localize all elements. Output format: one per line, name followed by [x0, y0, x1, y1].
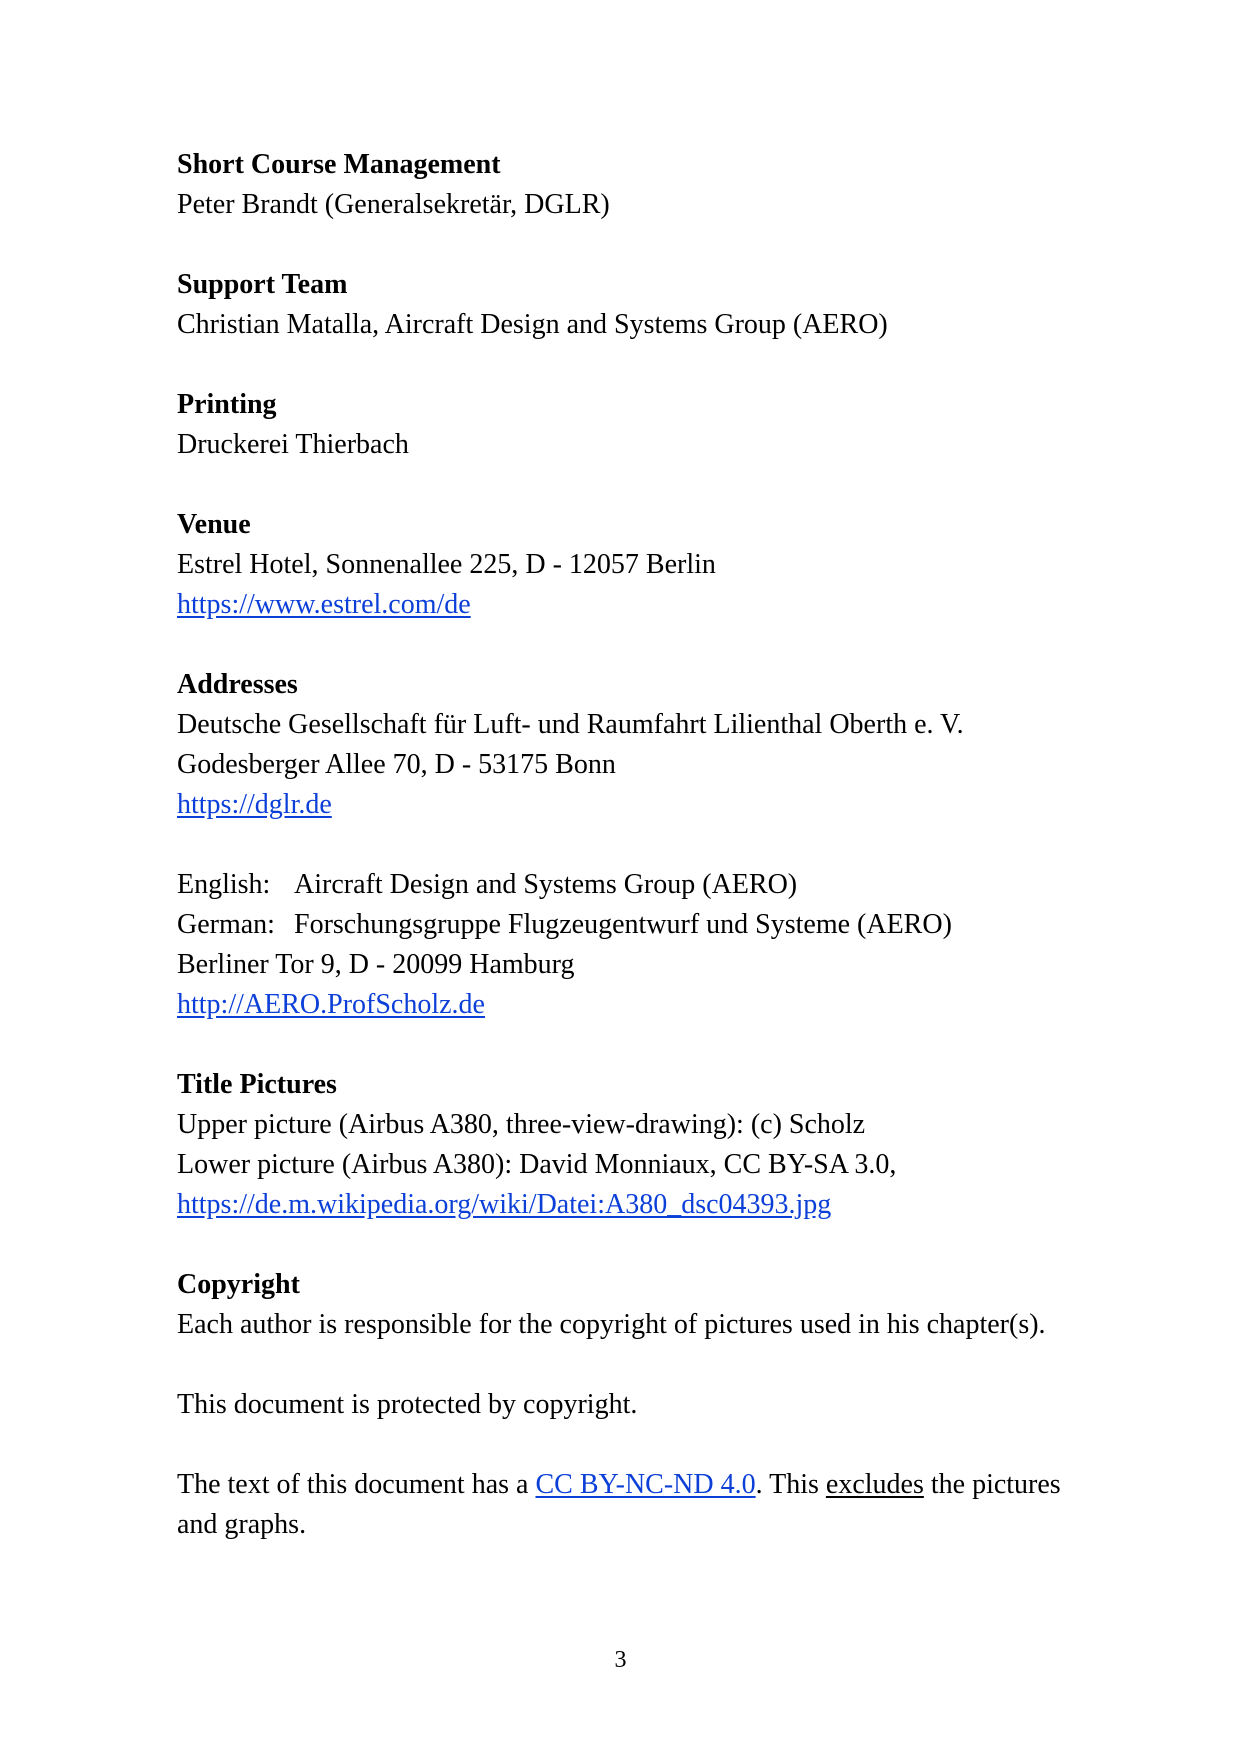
section-heading-support: Support Team — [177, 269, 348, 300]
copyright-protected: This document is protected by copyright. — [177, 1389, 638, 1420]
venue-address: Estrel Hotel, Sonnenallee 225, D - 12057 Berlin — [177, 549, 716, 580]
upper-picture-credit: Upper picture (Airbus A380, three-view-drawing): (c) Scholz — [177, 1109, 866, 1140]
spacer — [177, 345, 1117, 385]
management-text: Peter Brandt (Generalsekretär, DGLR) — [177, 189, 610, 220]
printing-text: Druckerei Thierbach — [177, 429, 409, 460]
german-label: German: — [177, 909, 275, 940]
german-name-line — [177, 905, 1117, 945]
aero-link-line — [177, 985, 1117, 1025]
license-prefix: The text of this document has a — [177, 1469, 536, 1500]
page-content — [177, 145, 1117, 1545]
dglr-name: Deutsche Gesellschaft für Luft- und Raumfahrt Lilienthal Oberth e. V. — [177, 709, 964, 740]
spacer — [177, 625, 1117, 665]
spacer — [177, 1345, 1117, 1385]
dglr-address: Godesberger Allee 70, D - 53175 Bonn — [177, 749, 616, 780]
support-text: Christian Matalla, Aircraft Design and Systems Group (AERO) — [177, 309, 888, 340]
section-heading-printing: Printing — [177, 389, 277, 420]
section-heading-addresses: Addresses — [177, 669, 298, 700]
section-heading-management: Short Course Management — [177, 149, 501, 180]
venue-link[interactable]: https://www.estrel.com/de — [177, 589, 471, 620]
lower-picture-link[interactable]: https://de.m.wikipedia.org/wiki/Datei:A380_dsc04393.jpg — [177, 1189, 832, 1220]
license-line — [177, 1465, 1117, 1505]
aero-link[interactable]: http://AERO.ProfScholz.de — [177, 989, 485, 1020]
english-value: Aircraft Design and Systems Group (AERO) — [294, 869, 798, 900]
english-name-line — [177, 865, 1117, 905]
aero-address: Berliner Tor 9, D - 20099 Hamburg — [177, 949, 575, 980]
spacer — [177, 225, 1117, 265]
spacer — [177, 1425, 1117, 1465]
spacer — [177, 465, 1117, 505]
copyright-responsibility: Each author is responsible for the copyright of pictures used in his chapter(s). — [177, 1309, 1046, 1340]
lower-picture-link-line — [177, 1185, 1117, 1225]
license-middle: . This — [755, 1469, 826, 1500]
section-heading-copyright: Copyright — [177, 1269, 300, 1300]
license-suffix: the pictures — [923, 1469, 1061, 1500]
section-heading-venue: Venue — [177, 509, 251, 540]
venue-link-line — [177, 585, 1117, 625]
english-label: English: — [177, 869, 271, 900]
lower-picture-credit: Lower picture (Airbus A380): David Monniaux, CC BY-SA 3.0, — [177, 1149, 897, 1180]
spacer — [177, 1225, 1117, 1265]
section-heading-title-pictures: Title Pictures — [177, 1069, 337, 1100]
license-link[interactable]: CC BY-NC-ND 4.0 — [535, 1469, 756, 1500]
spacer — [177, 825, 1117, 865]
german-value: Forschungsgruppe Flugzeugentwurf und Systeme (AERO) — [294, 909, 952, 940]
dglr-link[interactable]: https://dglr.de — [177, 789, 332, 820]
dglr-link-line — [177, 785, 1117, 825]
license-continuation: and graphs. — [177, 1509, 307, 1540]
page-number: 3 — [614, 1647, 627, 1673]
spacer — [177, 1025, 1117, 1065]
license-excludes: excludes — [825, 1469, 924, 1500]
